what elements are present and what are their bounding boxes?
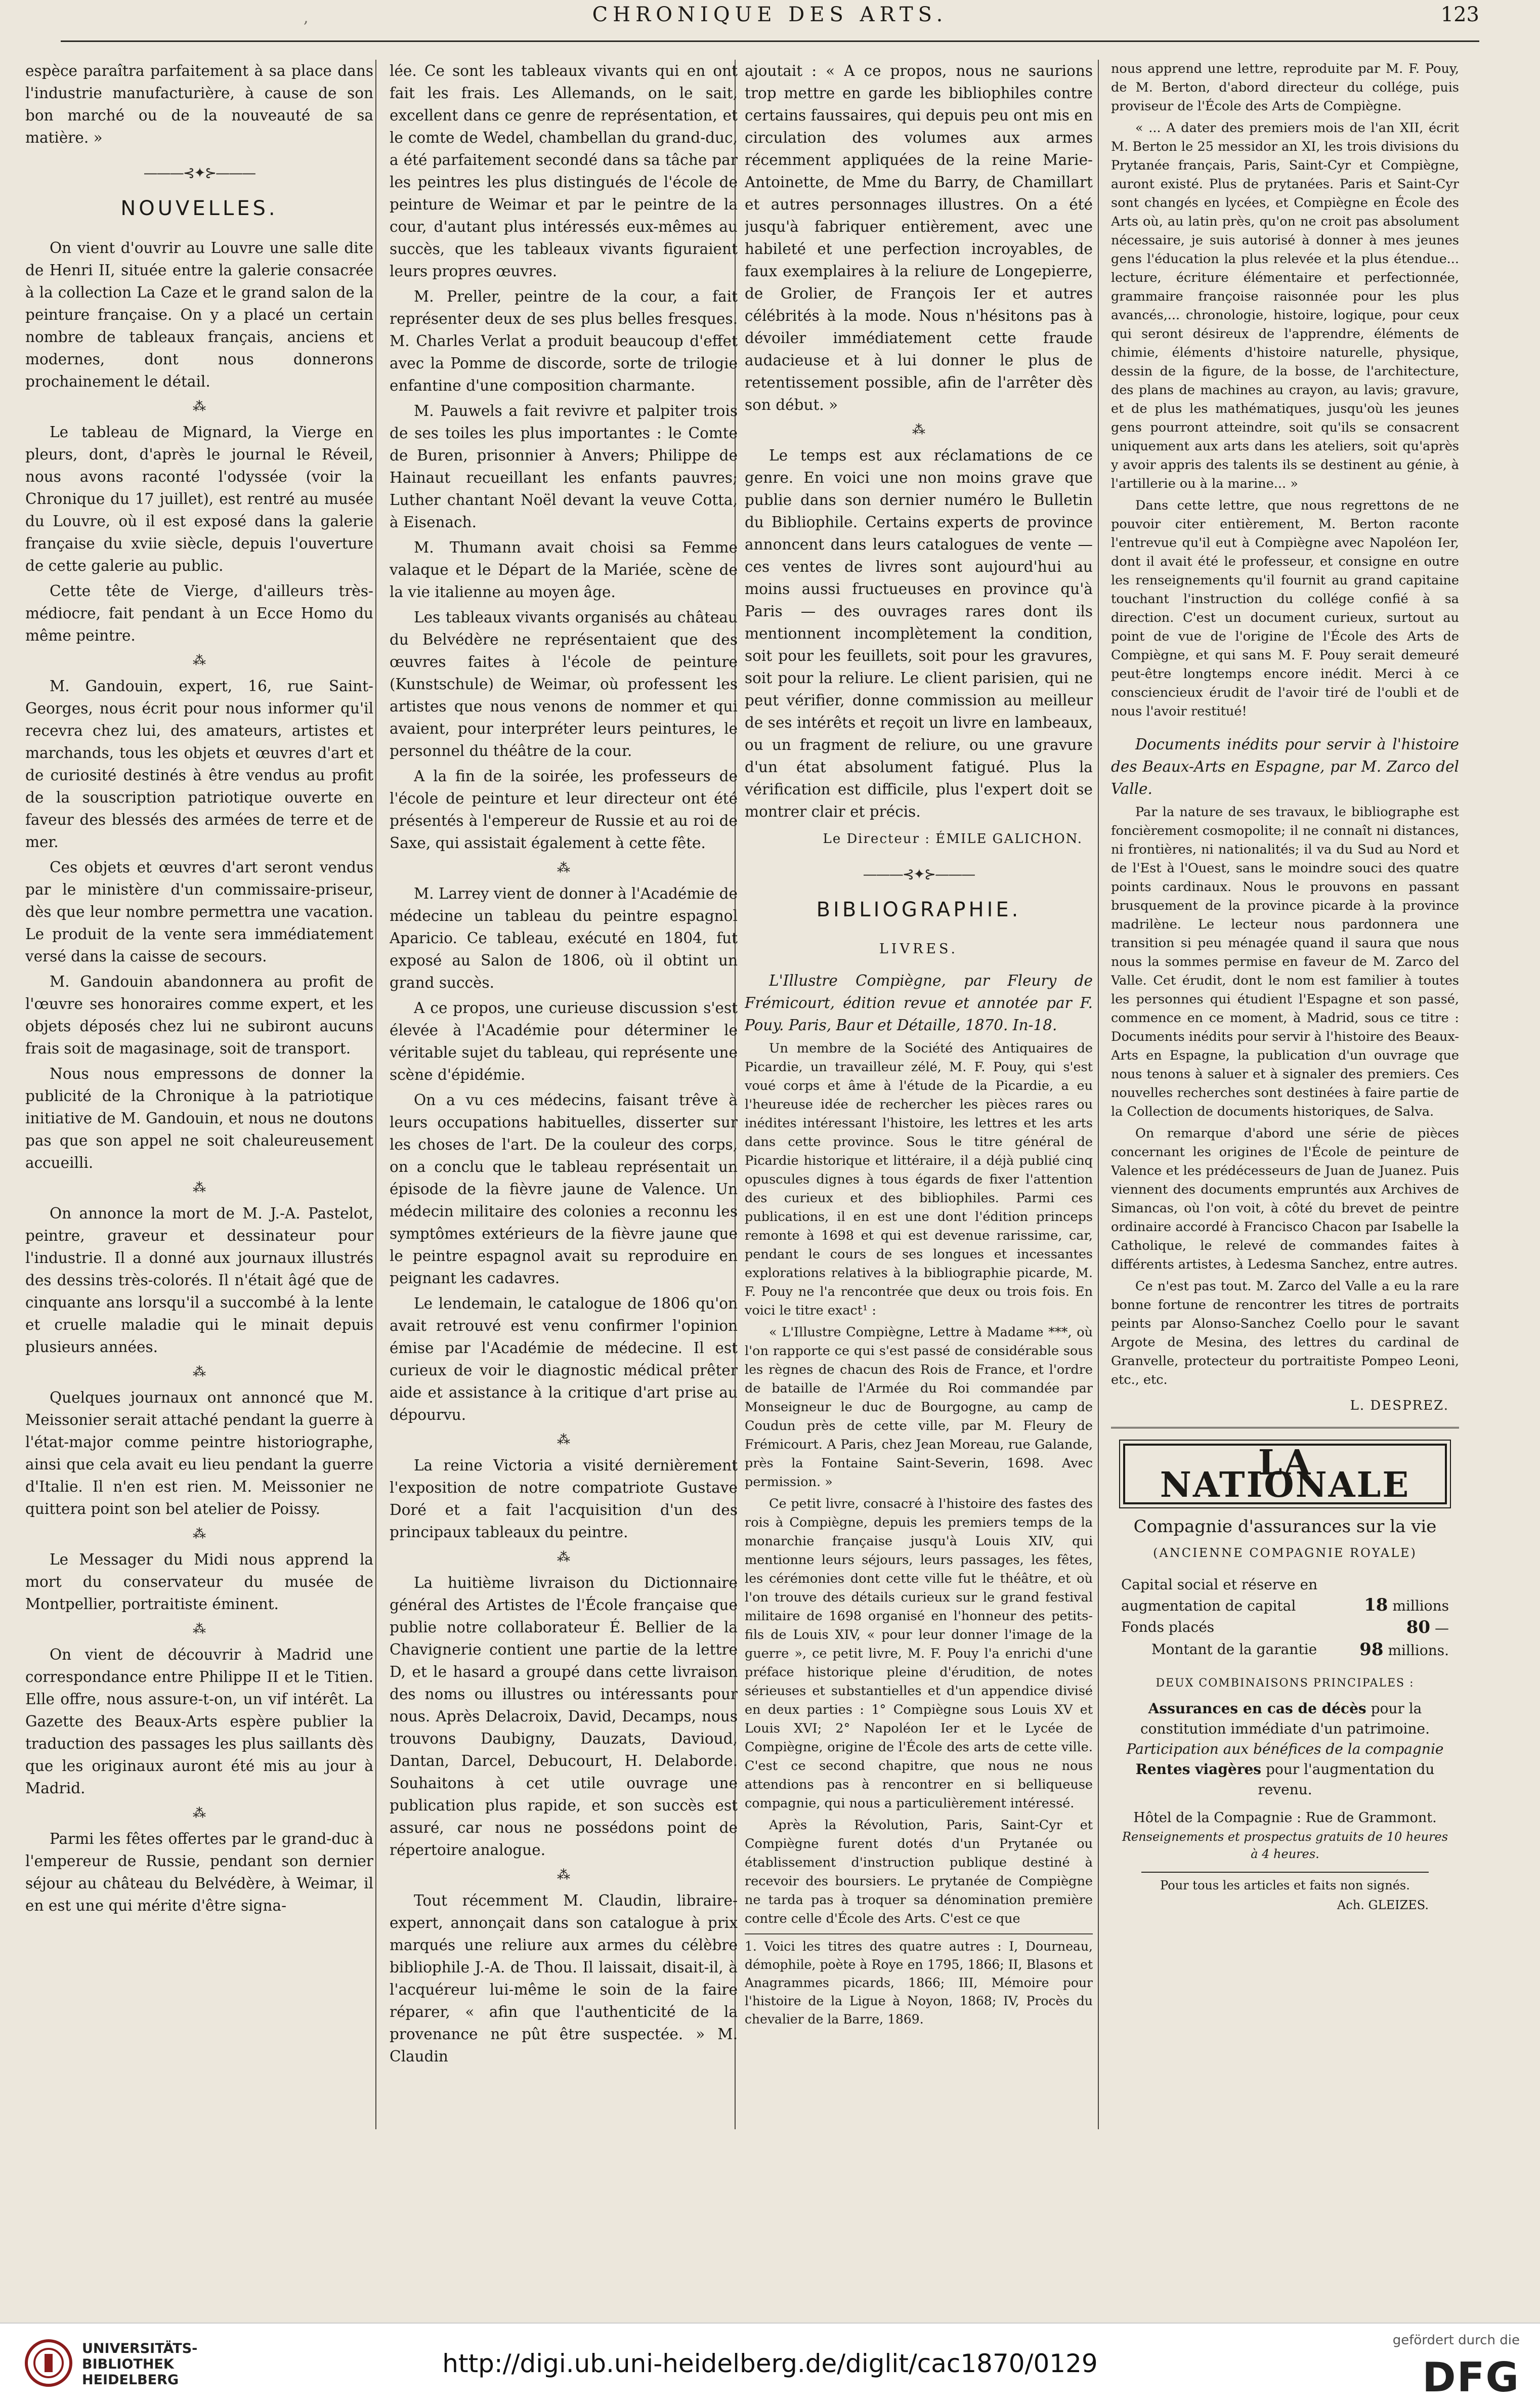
column-4 [1111, 60, 1459, 2124]
paragraph: Tout récemment M. Claudin, libraire-expert, annonçait dans son catalogue à prix marqués une reliure aux armes du célèbre bibliophile J.-A. de Thou. Il laissait, disait-il, à l'acquéreur lui-même le soin de la faire réparer, « afin que l'authenticité de la provenance ne pût être suspectée. » M. Claudin [390, 1892, 738, 2065]
paragraph: Dans cette lettre, que nous regrettons de ne pouvoir citer entièrement, M. Berton raconte l'entrevue qu'il eut à Compiègne avec Napoléon Ier, dont il avait été le professeur, et consigne en outre les renseignements qu'il fournit au grand capitaine touchant l'instruction du collége confié à sa direction. C'est un document curieux, surtout au point de vue de l'origine de l'École des Arts de Compiègne, et qui sans M. F. Pouy serait demeuré peut-être longtemps encore inédit. Merci à ce consciencieux érudit de l'avoir tiré de l'oubli et de nous l'avoir restitué! [1111, 498, 1459, 719]
paragraph: On a vu ces médecins, faisant trêve à leurs occupations habituelles, disserter sur les choses de l'art. De la couleur des corps, on a conclu que le tableau représentait un épisode de la fièvre jaune de Valence. Un médecin militaire des colonies a reconnu les symptômes extérieurs de la fièvre jaune que le peintre espagnol avait su reproduire en peignant les cadavres. [390, 1091, 738, 1287]
director-signature: Le Directeur : ÉMILE GALICHON. [823, 831, 1083, 847]
paragraph: M. Thumann avait choisi sa Femme valaque et le Départ de la Mariée, scène de la vie italienne au moyen âge. [390, 539, 738, 601]
running-title: CHRONIQUE DES ARTS. [592, 3, 948, 26]
asterism: ⁂ [193, 1806, 206, 1821]
library-name-line: UNIVERSITÄTS- [82, 2341, 198, 2356]
ad-capital-row [1111, 1574, 1459, 1617]
paragraph: M. Pauwels a fait revivre et palpiter trois de ses toiles les plus importantes : le Comte de Buren, prisonnier à Anvers; Philippe de Hainaut recueillant les enfants pauvres; Luther chantant Noël devant la veuve Cotta, à Eisenach. [390, 402, 738, 531]
gerant-signature: Ach. GLEIZES. [1337, 1898, 1429, 1912]
ad-fonds-row [1111, 1617, 1459, 1639]
paragraph: Les tableaux vivants organisés au château du Belvédère ne représentaient que des œuvres faites à l'école de peinture (Kunstschule) de Weimar, où professent les artistes que nous venons de nommer et qui avaient, pour interpréter leurs peintures, le personnel du théâtre de la cour. [390, 609, 738, 760]
section-title: NOUVELLES. [120, 197, 278, 220]
ad-garantie-label: Montant de la garantie [1151, 1641, 1317, 1658]
paragraph: Le temps est aux réclamations de ce genre. En voici une non moins grave que publie dans son dernier numéro le Bulletin du Bibliophile. Certains experts de province annoncent dans leurs catalogues de vente — ces ventes de livres sont aujourd'hui au moins aussi fructueuses en province qu'à Paris — des ouvrages rares dont ils mentionnent incomplètement la condition, soit pour les feuillets, soit pour les gravures, soit pour la reliure. Le client parisien, qui ne peut vérifier, donne commission au meilleur de ses intérêts et reçoit un livre en lambeaux, ou un fragment de reliure, ou une gravure d'un état absolument fatigué. Plus la vérification est difficile, plus l'expert doit se montrer clair et précis. [745, 447, 1093, 820]
ad-garantie-unit: millions. [1388, 1642, 1449, 1659]
ad-fonds-unit: — [1435, 1620, 1449, 1636]
ad-combo-1-bold: Assurances en cas de décès [1148, 1700, 1366, 1717]
paragraph: nous apprend une lettre, reproduite par M. F. Pouy, de M. Berton, d'abord directeur du collége, puis proviseur de l'École des Arts de Compiègne. [1111, 61, 1459, 114]
section-title: BIBLIOGRAPHIE. [816, 898, 1021, 921]
paragraph: lée. Ce sont les tableaux vivants qui en ont fait les frais. Les Allemands, on le sait, excellent dans ce genre de représentation, et le comte de Wedel, chambellan du grand-duc, a été parfaitement secondé dans sa tâche par les peintres les plus distingués de l'école de peinture de Weimar et par le peintre de la cour, d'autant plus intéressés eux-mêmes au succès, que les tableaux vivants figuraient leurs propres œuvres. [390, 62, 738, 280]
asterism: ⁂ [193, 653, 206, 668]
paragraph: On vient de découvrir à Madrid une correspondance entre Philippe II et le Titien. Elle offre, nous assure-t-on, un vif intérêt. La Gazette des Beaux-Arts espère publier la traduction des passages les plus saillants dès que les originaux auront été mis au jour à Madrid. [25, 1646, 373, 1797]
ad-hours: Renseignements et prospectus gratuits de 10 heures à 4 heures. [1122, 1830, 1448, 1861]
ad-combos-title: DEUX COMBINAISONS PRINCIPALES : [1156, 1677, 1415, 1690]
asterism: ⁂ [193, 399, 206, 414]
column-2 [390, 60, 738, 2124]
column-1 [25, 60, 373, 2124]
page-header [61, 0, 1479, 42]
ad-capital-label: Capital social et réserve en augmentation de capital [1121, 1576, 1318, 1614]
paragraph: « ... A dater des premiers mois de l'an XII, écrit M. Berton le 25 messidor an XI, les trois divisions du Prytanée français, Paris, Saint-Cyr et Compiègne, auront existé. Plus de prytanées. Paris et Saint-Cyr sont changés en lycées, et Compiègne en École des Arts où, au latin près, qu'on ne croit pas absolument nécessaire, je suis autorisé à donner à mes jeunes gens l'éducation la plus relevée et la plus étendue... lecture, écriture élémentaire et perfectionnée, grammaire françoise raisonnée pour les plus avancés,... chronologie, histoire, logique, pour ceux qui seront désireux de l'apprendre, éléments de chimie, éléments d'histoire naturelle, physique, dessin de la figure, de la bosse, de l'architecture, des plans de machines au crayon, au lavis; gravure, et de plus les mathématiques, jusqu'où les jeunes gens pourront atteindre, soit qu'ils se consacrent uniquement aux arts dans les ateliers, soit qu'après y avoir appris des talents ils se destinent au génie, à l'artillerie ou à la marine... » [1111, 120, 1459, 491]
paragraph: M. Gandouin, expert, 16, rue Saint-Georges, nous écrit pour nous informer qu'il recevra chez lui, des amateurs, artistes et marchands, tous les objets et œuvres d'art et de curiosité destinés à être vendus au profit de la souscription patriotique ouverte en faveur des blessés des armées de terre et de mer. [25, 678, 373, 851]
ad-garantie-value: 98 [1359, 1639, 1384, 1660]
paragraph: Un membre de la Société des Antiquaires de Picardie, un travailleur zélé, M. F. Pouy, qui s'est voué corps et âme à l'étude de la Picardie, a eu l'heureuse idée de rechercher les pièces rares ou inédites intéressant l'histoire, les lettres et les arts dans cette province. Sous le titre général de Picardie historique et littéraire, il a déjà publié cinq opuscules dignes à tous égards de fixer l'attention des curieux et des bibliophiles. Parmi ces publications, il en est une dont l'édition princeps remonte à 1698 et qui est devenue rarissime, car, pendant le cours de ses longues et incessantes explorations relatives à la bibliographie picarde, M. F. Pouy ne l'a rencontrée que deux ou trois fois. En voici le titre exact¹ : [745, 1041, 1093, 1318]
paragraph: Par la nature de ses travaux, le bibliographe est foncièrement cosmopolite; il ne connaît ni distances, ni frontières, ni nationalités; il va du Sud au Nord et de l'Est à l'Ouest, sans le moindre souci des quatre points cardinaux. Nous le prouvons en passant brusquement de la province picarde à la province madrilène. Le lecteur nous pardonnera une transition si peu ménagée quand il saura que nous nous la sommes permise en faveur de M. Zarco del Valle. Cet érudit, dont le nom est familier à toutes les personnes qui étudient l'Espagne et son passé, commence en ce moment, à Madrid, sous ce titre : Documents inédits pour servir à l'histoire des Beaux-Arts en Espagne, la publication d'un ouvrage que nous tenons à saluer et à signaler des premiers. Ces nouvelles recherches sont destinées à faire partie de la Collection de documents historiques, de Salva. [1111, 805, 1459, 1119]
paragraph: On annonce la mort de M. J.-A. Pastelot, peintre, graveur et dessinateur pour l'industrie. Il a donné aux journaux illustrés des dessins très-colorés. Il n'était âgé que de cinquante ans lorsqu'il a succombé à la lente et cruelle maladie qui le minait depuis plusieurs années. [25, 1205, 373, 1356]
asterism: ⁂ [557, 1550, 570, 1565]
asterism: ⁂ [557, 1432, 570, 1448]
asterism: ⁂ [557, 861, 570, 876]
library-name-line: BIBLIOTHEK [82, 2356, 174, 2372]
asterism: ⁂ [193, 1622, 206, 1637]
paragraph: M. Gandouin abandonnera au profit de l'œuvre ses honoraires comme expert, et les objets déposés chez lui ne subiront aucuns frais soit de magasinage, soit de transport. [25, 973, 373, 1057]
ad-participation: Participation aux bénéfices de la compagnie [1126, 1741, 1444, 1757]
header-mark: , [304, 9, 309, 27]
dfg-logo: DFG [1422, 2354, 1520, 2401]
paragraph: Après la Révolution, Paris, Saint-Cyr et Compiègne furent dotés d'un Prytanée ou établissement d'instruction publique destiné à recevoir des boursiers. Le prytanée de Compiègne ne tarda pas à troquer sa dénomination première contre celle d'École des Arts. C'est ce que [745, 1818, 1093, 1926]
ad-fonds-label: Fonds placés [1121, 1619, 1215, 1635]
library-name-line: HEIDELBERG [82, 2372, 179, 2388]
paragraph: « L'Illustre Compiègne, Lettre à Madame ***, où l'on rapporte ce qui s'est passé de considérable sous les règnes de chacun des Rois de France, et l'ordre de bataille de l'Armée du Roi commandée par Monseigneur le duc de Bourgogne, au camp de Coudun près de cette ville, par M. Fleury de Frémicourt. A Paris, chez Jean Moreau, rue Galande, près la Fontaine Saint-Severin, 1698. Avec permission. » [745, 1325, 1093, 1490]
page-number: 123 [1440, 3, 1479, 26]
advertisement [1111, 1444, 1459, 1916]
ad-combo-2-text: pour l'augmentation du revenu. [1258, 1761, 1435, 1798]
paragraph: M. Larrey vient de donner à l'Académie de médecine un tableau du peintre espagnol Aparicio. Ce tableau, exécuté en 1804, fut exposé au Salon de 1806, où il obtint un grand succès. [390, 885, 738, 991]
paragraph: Cette tête de Vierge, d'ailleurs très-médiocre, fait pendant à un Ecce Homo du même peintre. [25, 582, 373, 644]
paragraph: Ces objets et œuvres d'art seront vendus par le ministère d'un commissaire-priseur, dès que leur nombre permettra une vacation. Le produit de la vente sera immédiatement versé dans la caisse de secours. [25, 859, 373, 965]
book-entry: L'Illustre Compiègne, par Fleury de Frémicourt, édition revue et annotée par F. Pouy. Paris, Baur et Détaille, 1870. In-18. [745, 972, 1093, 1034]
ad-company-name: LA NATIONALE [1123, 1444, 1447, 1504]
footnote: 1. Voici les titres des quatre autres : I, Dourneau, démophile, poète à Roye en 1795, 1866; II, Blasons et Anagrammes picards, 1866; III, Mémoire pour l'histoire de la Ligue à Noyon, 1868; IV, Procès du chevalier de la Barre, 1869. [745, 1933, 1093, 2029]
ornament-divider: ———⊰✦⊱——— [863, 866, 975, 882]
asterism: ⁂ [557, 1868, 570, 1883]
column-3 [745, 60, 1093, 2124]
paragraph: On remarque d'abord une série de pièces concernant les origines de l'École de peinture de Valence et les prédécesseurs de Juan de Juanez. Puis viennent des documents empruntés aux Archives de Simancas, où l'on voit, à côté du brevet de peintre ordinaire accordé à Francisco Chacon par Isabelle la Catholique, le relevé de commandes faites à différents artistes, à Ledesma Sanchez, entre autres. [1111, 1126, 1459, 1272]
ornament-divider: ———⊰✦⊱——— [143, 164, 255, 181]
paragraph: Ce n'est pas tout. M. Zarco del Valle a eu la rare bonne fortune de rencontrer les titres de portraits peints par Alonso-Sanchez Coello pour le savant Argote de Mesina, des lettres du cardinal de Granvelle, protecteur du portraitiste Pompeo Leoni, etc., etc. [1111, 1279, 1459, 1387]
paragraph: A la fin de la soirée, les professeurs de l'école de peinture et leur directeur ont été présentés à l'empereur de Russie et au roi de Saxe, qui assistait également à cette fête. [390, 768, 738, 852]
permalink[interactable]: http://digi.ub.uni-heidelberg.de/diglit/cac1870/0129 [442, 2349, 1098, 2378]
paragraph: Le Messager du Midi nous apprend la mort du conservateur du musée de Montpellier, portraitiste éminent. [25, 1551, 373, 1613]
paragraph: On vient d'ouvrir au Louvre une salle dite de Henri II, située entre la galerie consacrée à la collection La Caze et le grand salon de la peinture française. On y a placé un certain nombre de tableaux français, anciens et modernes, dont nous donnerons prochainement le détail. [25, 239, 373, 390]
ad-subtitle: Compagnie d'assurances sur la vie [1133, 1516, 1437, 1537]
ad-capital-unit: millions [1392, 1597, 1449, 1614]
ad-fonds-value: 80 [1406, 1617, 1431, 1637]
ad-capital-value: 18 [1364, 1595, 1388, 1615]
unsigned-note: Pour tous les articles et faits non signés. [1160, 1878, 1410, 1892]
paragraph: A ce propos, une curieuse discussion s'est élevée à l'Académie pour déterminer le véritable sujet du tableau, qui représente une scène d'épidémie. [390, 999, 738, 1083]
ad-combo-1-text: pour la constitution immédiate d'un patrimoine. [1140, 1700, 1430, 1737]
asterism: ⁂ [193, 1365, 206, 1380]
paragraph: La huitième livraison du Dictionnaire général des Artistes de l'École française que publie notre collaborateur É. Bellier de la Chavignerie contient une partie de la lettre D, et le hasard a groupé dans cette livraison des noms ou illustres ou intéressants pour nous. Après Delacroix, David, Decamps, nous trouvons Daubigny, Dauzats, Davioud, Dantan, Darcel, Debucourt, H. Delaborde. Souhaitons à cet utile ouvrage une publication plus rapide, et son succès est assuré, car nous ne possédons point de répertoire analogue. [390, 1574, 738, 1859]
book-entry: Documents inédits pour servir à l'histoire des Beaux-Arts en Espagne, par M. Zarco del Valle. [1111, 736, 1459, 797]
rule [1111, 1427, 1459, 1428]
article-signature: L. DESPREZ. [1350, 1398, 1449, 1413]
ad-former-name: (ANCIENNE COMPAGNIE ROYALE) [1153, 1546, 1417, 1560]
rule [1141, 1872, 1429, 1873]
asterism: ⁂ [193, 1527, 206, 1542]
subsection-title: LIVRES. [879, 941, 959, 957]
paragraph: Quelques journaux ont annoncé que M. Meissonier serait attaché pendant la guerre à l'état-major comme peintre historiographe, ainsi que cela avait eu lieu pendant la guerre d'Italie. Il n'en est rien. M. Meissonier ne quittera point son bel atelier de Poissy. [25, 1389, 373, 1517]
ad-garantie-row [1111, 1639, 1459, 1661]
paragraph: Le lendemain, le catalogue de 1806 qu'on avait retrouvé est venu confirmer l'opinion émise par l'Académie de médecine. Il est curieux de voir le diagnostic médical prêter aide et assistance à la critique d'art prise au dépourvu. [390, 1295, 738, 1423]
column-rule [1098, 60, 1099, 2129]
column-rule [375, 60, 376, 2129]
asterism: ⁂ [193, 1181, 206, 1196]
paragraph: M. Preller, peintre de la cour, a fait représenter deux de ses plus belles fresques. M. Charles Verlat a produit beaucoup d'effet avec la Pomme de discorde, sorte de trilogie enfantine d'une composition charmante. [390, 288, 738, 394]
paragraph: Parmi les fêtes offertes par le grand-duc à l'empereur de Russie, pendant son dernier séjour au château du Belvédère, à Weimar, il en est une qui mérite d'être signa- [25, 1830, 373, 1914]
paragraph: Ce petit livre, consacré à l'histoire des fastes des rois à Compiègne, depuis les premiers temps de la monarchie française jusqu'à Louis XIV, qui mentionne leurs séjours, leurs passages, les fêtes, les cérémonies dont cette ville fut le théâtre, et où l'on trouve des détails curieux sur le grand festival militaire de 1698 organisé en l'honneur des petits-fils de Louis XIV, « pour leur donner l'image de la guerre », ce petit livre, M. F. Pouy l'a enrichi d'une préface historique pleine d'érudition, de notes sérieuses et substantielles et d'un appendice divisé en deux parties : 1° Compiègne sous Louis XV et Louis XVI; 2° Napoléon Ier et le Lycée de Compiègne, origine de l'École des arts de cette ville. C'est ce second chapitre, que nous ne nous attendions pas à rencontrer en si belliqueuse compagnie, qui nous a particulièrement intéressé. [745, 1496, 1093, 1811]
viewer-footer [0, 2323, 1540, 2403]
paragraph: ajoutait : « A ce propos, nous ne saurions trop mettre en garde les bibliophiles contre certains faussaires, qui depuis peu ont mis en circulation des volumes aux armes récemment appliquées de la reine Marie-Antoinette, de Mme du Barry, de Chamillart et autres personnages illustres. On a été jusqu'à fabriquer entièrement, avec une habileté et une perfection incroyables, de faux exemplaires à la reliure de Longepierre, de Grolier, de François Ier et autres célébrités à la mode. Nous n'hésitons pas à dévoiler immédiatement cette fraude audacieuse et à lui donner le plus de retentissement possible, afin de l'arrêter dès son début. » [745, 62, 1093, 413]
ad-address: Hôtel de la Compagnie : Rue de Grammont. [1133, 1810, 1437, 1826]
ad-combo-2-bold: Rentes viagères [1135, 1761, 1262, 1778]
asterism: ⁂ [912, 423, 925, 438]
paragraph: Le tableau de Mignard, la Vierge en pleurs, dont, d'après le journal le Réveil, nous avons raconté l'odyssée (voir la Chronique du 17 juillet), est rentré au musée du Louvre, où il est exposé dans la galerie française du xviie siècle, depuis l'ouverture de cette galerie au public. [25, 424, 373, 574]
paragraph: La reine Victoria a visité dernièrement l'exposition de notre compatriote Gustave Doré et a fait l'acquisition d'un des principaux tableaux du peintre. [390, 1457, 738, 1541]
paragraph: espèce paraîtra parfaitement à sa place dans l'industrie manufacturière, à cause de son bon marché ou de la nouveauté de sa matière. » [25, 62, 373, 146]
paragraph: Nous nous empressons de donner la publicité de la Chronique à la patriotique initiative de M. Gandouin, et nous ne doutons pas que son appel ne soit chaleureusement accueilli. [25, 1065, 373, 1171]
funding-note: gefördert durch die [1392, 2333, 1520, 2348]
